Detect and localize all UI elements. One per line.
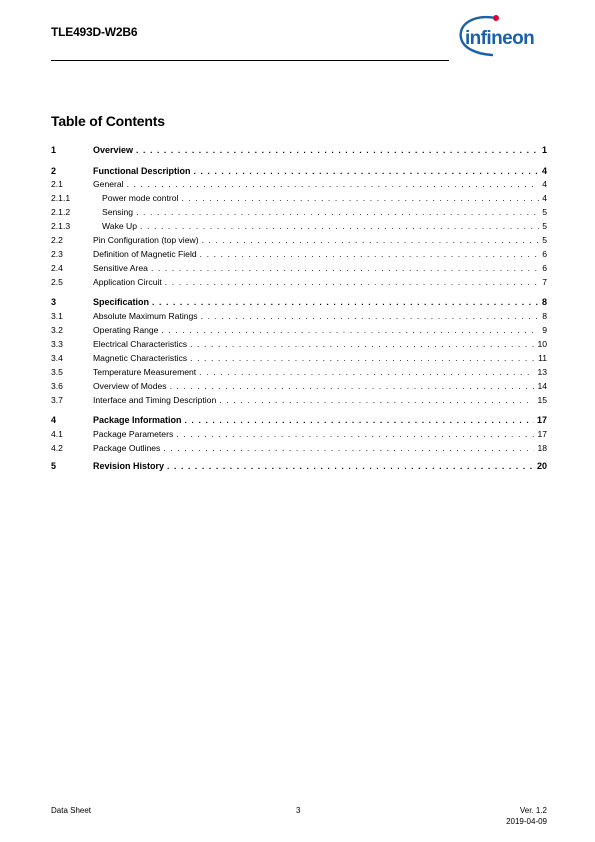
toc-leader-dots bbox=[167, 460, 534, 472]
toc-entry-title: Interface and Timing Description bbox=[93, 395, 217, 405]
toc-leader-dots bbox=[163, 442, 534, 454]
toc-entry-number: 3.4 bbox=[51, 353, 63, 363]
toc-entry-number: 2.4 bbox=[51, 263, 63, 273]
toc-entry-title: Sensitive Area bbox=[93, 263, 148, 273]
toc-entry[interactable] bbox=[51, 220, 547, 232]
toc-entry-number: 5 bbox=[51, 461, 57, 471]
toc-entry[interactable] bbox=[51, 310, 547, 322]
toc-entry[interactable] bbox=[51, 248, 547, 260]
toc-leader-dots bbox=[152, 296, 539, 308]
toc-leader-dots bbox=[140, 220, 539, 232]
toc-entry[interactable] bbox=[51, 144, 547, 156]
toc-entry[interactable] bbox=[51, 460, 547, 472]
toc-entry[interactable] bbox=[51, 338, 547, 350]
toc-entry-number: 2.5 bbox=[51, 277, 63, 287]
toc-leader-dots bbox=[200, 248, 540, 260]
toc-entry-title: Wake Up bbox=[102, 221, 138, 231]
toc-entry-title: Definition of Magnetic Field bbox=[93, 249, 197, 259]
footer-version: Ver. 1.2 bbox=[519, 806, 547, 815]
toc-entry-number: 2.3 bbox=[51, 249, 63, 259]
toc-entry-page: 4 bbox=[542, 179, 547, 189]
logo-dot bbox=[493, 15, 499, 21]
toc-leader-dots bbox=[165, 276, 539, 288]
toc-entry-page: 1 bbox=[541, 145, 547, 155]
toc-entry-page: 13 bbox=[537, 367, 547, 377]
toc-entry[interactable] bbox=[51, 276, 547, 288]
toc-entry-page: 15 bbox=[537, 395, 547, 405]
toc-entry-number: 2.1.3 bbox=[51, 221, 71, 231]
toc-entry-page: 20 bbox=[536, 461, 547, 471]
toc-entry-title: Temperature Measurement bbox=[93, 367, 197, 377]
toc-entry-title: Package Parameters bbox=[93, 429, 174, 439]
toc-entry-title: Operating Range bbox=[93, 325, 159, 335]
toc-leader-dots bbox=[176, 428, 534, 440]
toc-entry-page: 6 bbox=[542, 249, 547, 259]
toc-entry-number: 3.1 bbox=[51, 311, 63, 321]
toc-entry-page: 4 bbox=[541, 166, 547, 176]
toc-entry-number: 4.2 bbox=[51, 443, 63, 453]
toc-entry-title: Overview of Modes bbox=[93, 381, 167, 391]
toc-entry[interactable] bbox=[51, 442, 547, 454]
toc-entry-page: 5 bbox=[542, 207, 547, 217]
toc-entry[interactable] bbox=[51, 380, 547, 392]
toc-entry-page: 10 bbox=[537, 339, 547, 349]
toc-leader-dots bbox=[185, 414, 534, 426]
toc-entry-title: Electrical Characteristics bbox=[93, 339, 188, 349]
footer-page-number: 3 bbox=[296, 806, 301, 815]
toc-entry-number: 2.2 bbox=[51, 235, 63, 245]
toc-entry[interactable] bbox=[51, 324, 547, 336]
toc-entry[interactable] bbox=[51, 178, 547, 190]
infineon-logo bbox=[456, 14, 562, 58]
toc-entry-title: Absolute Maximum Ratings bbox=[93, 311, 198, 321]
toc-leader-dots bbox=[181, 192, 539, 204]
toc-entry-page: 5 bbox=[542, 235, 547, 245]
toc-entry[interactable] bbox=[51, 262, 547, 274]
toc-entry-number: 3.6 bbox=[51, 381, 63, 391]
toc-entry-title: Sensing bbox=[102, 207, 134, 217]
toc-entry-title: General bbox=[93, 179, 124, 189]
toc-entry-number: 2 bbox=[51, 166, 57, 176]
toc-entry-number: 2.1.2 bbox=[51, 207, 71, 217]
toc-entry-number: 4 bbox=[51, 415, 57, 425]
toc-entry[interactable] bbox=[51, 296, 547, 308]
toc-entry-page: 14 bbox=[537, 381, 547, 391]
toc-entry-page: 8 bbox=[541, 297, 547, 307]
toc-leader-dots bbox=[199, 366, 534, 378]
toc-leader-dots bbox=[127, 178, 540, 190]
toc-entry-page: 9 bbox=[542, 325, 547, 335]
toc-entry-number: 1 bbox=[51, 145, 57, 155]
toc-entry-number: 2.1.1 bbox=[51, 193, 71, 203]
toc-leader-dots bbox=[170, 380, 535, 392]
toc-entry[interactable] bbox=[51, 414, 547, 426]
footer-doc-type: Data Sheet bbox=[51, 806, 92, 815]
toc-leader-dots bbox=[151, 262, 539, 274]
toc-entry-page: 7 bbox=[542, 277, 547, 287]
toc-entry-number: 3.5 bbox=[51, 367, 63, 377]
header-doc-title: TLE493D-W2B6 bbox=[51, 25, 138, 39]
toc-entry-title: Application Circuit bbox=[93, 277, 162, 287]
logo-wordmark: infineon bbox=[465, 28, 535, 49]
toc-entry-page: 17 bbox=[536, 415, 547, 425]
toc-leader-dots bbox=[136, 206, 539, 218]
toc-leader-dots bbox=[219, 394, 534, 406]
toc-entry-page: 17 bbox=[537, 429, 547, 439]
toc-entry-page: 8 bbox=[542, 311, 547, 321]
toc-entry-number: 3.7 bbox=[51, 395, 63, 405]
toc-leader-dots bbox=[161, 324, 539, 336]
toc-entry[interactable] bbox=[51, 234, 547, 246]
toc-entry-title: Overview bbox=[93, 145, 134, 155]
toc-entry[interactable] bbox=[51, 165, 547, 177]
toc-leader-dots bbox=[190, 338, 534, 350]
toc-leader-dots bbox=[194, 165, 539, 177]
toc-entry-title: Power mode control bbox=[102, 193, 179, 203]
toc-entry-title: Functional Description bbox=[93, 166, 191, 176]
toc-entry[interactable] bbox=[51, 428, 547, 440]
toc-entry[interactable] bbox=[51, 352, 547, 364]
toc-entry-number: 3 bbox=[51, 297, 57, 307]
toc-entry[interactable] bbox=[51, 366, 547, 378]
toc-entry-title: Magnetic Characteristics bbox=[93, 353, 188, 363]
toc-entry-title: Pin Configuration (top view) bbox=[93, 235, 199, 245]
toc-entry-page: 4 bbox=[542, 193, 547, 203]
toc-entry-page: 18 bbox=[537, 443, 547, 453]
toc-entry[interactable] bbox=[51, 394, 547, 406]
toc-entry-title: Revision History bbox=[93, 461, 165, 471]
toc-leader-dots bbox=[201, 310, 540, 322]
toc-entry-page: 5 bbox=[542, 221, 547, 231]
toc-entry-number: 3.3 bbox=[51, 339, 63, 349]
toc-entry-page: 6 bbox=[542, 263, 547, 273]
toc-entry-title: Specification bbox=[93, 297, 150, 307]
toc-entry-number: 3.2 bbox=[51, 325, 63, 335]
toc-entry-title: Package Outlines bbox=[93, 443, 161, 453]
toc-entry-number: 4.1 bbox=[51, 429, 63, 439]
toc-leader-dots bbox=[136, 144, 539, 156]
toc-entry-number: 2.1 bbox=[51, 179, 63, 189]
toc-heading: Table of Contents bbox=[51, 113, 165, 129]
toc-entry-title: Package Information bbox=[93, 415, 182, 425]
toc-leader-dots bbox=[190, 352, 535, 364]
toc-entry[interactable] bbox=[51, 206, 547, 218]
toc-leader-dots bbox=[202, 234, 540, 246]
header-rule bbox=[51, 60, 449, 61]
toc-entry[interactable] bbox=[51, 192, 547, 204]
toc-entry-page: 11 bbox=[538, 353, 547, 363]
footer-date: 2019-04-09 bbox=[506, 817, 547, 826]
